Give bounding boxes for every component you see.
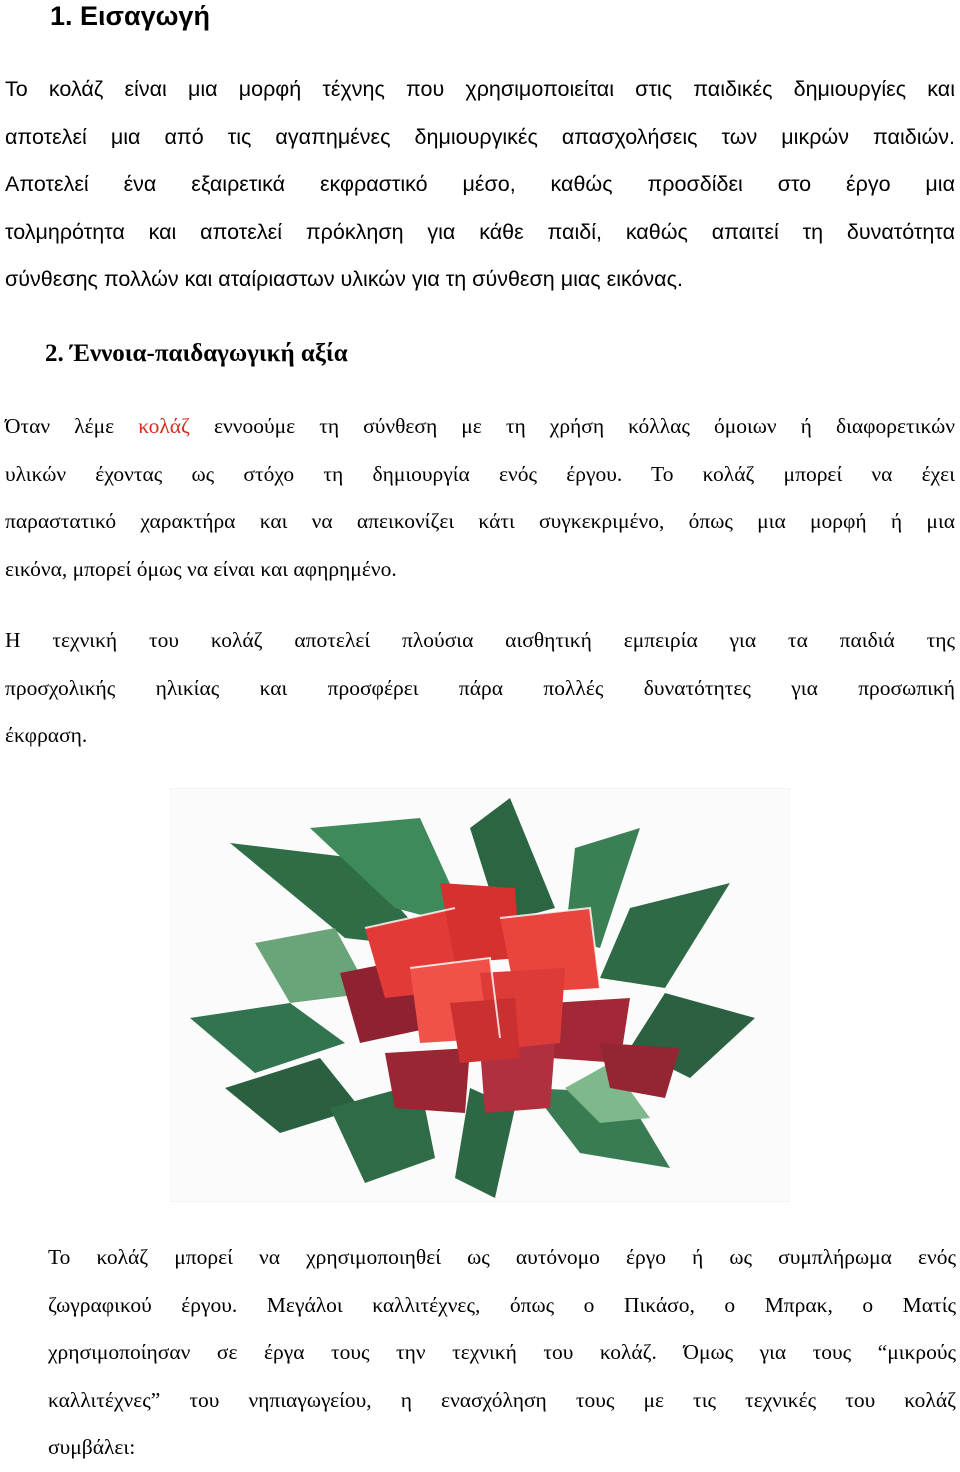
definition-line: παραστατικό χαρακτήρα και να απεικονίζει κάτι συγκεκριμένο, όπως μια μορφή ή μια (5, 509, 955, 533)
intro-line: Το κολάζ είναι μια μορφή τέχνης που χρησιμοποιείται στις παιδικές δημιουργίες και (5, 77, 955, 101)
technique-line: προσχολικής ηλικίας και προσφέρει πάρα πολλές δυνατότητες για προσωπική (5, 675, 955, 700)
petal-shape (385, 1048, 470, 1113)
closing-line: ζωγραφικού έργου. Μεγάλοι καλλιτέχνες, όπως ο Πικάσο, ο Μπρακ, ο Ματίς (48, 1292, 956, 1317)
closing-line: Το κολάζ μπορεί να χρησιμοποιηθεί ως αυτόνομο έργο ή ως συμπλήρωμα ενός (48, 1245, 956, 1269)
heading-concept: 2. Έννοια-παιδαγωγική αξία (45, 340, 348, 367)
definition-line (5, 403, 955, 451)
heading-introduction: 1. Εισαγωγή (50, 1, 210, 31)
collage-highlight: κολάζ (138, 414, 190, 438)
definition-line-start: Όταν λέμε (5, 414, 139, 438)
closing-paragraph (48, 1234, 956, 1472)
closing-line: συμβάλει: (48, 1435, 136, 1459)
petal-shape (450, 998, 520, 1063)
technique-line: έκφραση. (5, 723, 88, 747)
closing-line: χρησιμοποίησαν σε έργα τους την τεχνική του κολάζ. Όμως για τους “μικρούς (48, 1340, 956, 1364)
intro-line: αποτελεί μια από τις αγαπημένες δημιουργικές απασχολήσεις των μικρών παιδιών. (5, 124, 955, 149)
collage-flower-image (170, 788, 790, 1202)
closing-line: καλλιτέχνες” του νηπιαγωγείου, η ενασχόληση τους με τις τεχνικές του κολάζ (48, 1387, 956, 1412)
intro-line: τολμηρότητα και αποτελεί πρόκληση για κάθε παιδί, καθώς απαιτεί τη δυνατότητα (5, 219, 955, 244)
definition-paragraph (5, 403, 955, 593)
intro-paragraph (5, 66, 955, 304)
technique-paragraph (5, 617, 955, 760)
definition-line: εικόνα, μπορεί όμως να είναι και αφηρημένο. (5, 556, 397, 581)
definition-line-end: εννοούμε τη σύνθεση με τη χρήση κόλλας όμοιων ή διαφορετικών (189, 414, 955, 438)
intro-line: Αποτελεί ένα εξαιρετικά εκφραστικό μέσο, καθώς προσδίδει στο έργο μια (5, 172, 955, 196)
technique-line: Η τεχνική του κολάζ αποτελεί πλούσια αισθητική εμπειρία για τα παιδιά της (5, 628, 955, 652)
intro-line: σύνθεσης πολλών και αταίριαστων υλικών για τη σύνθεση μιας εικόνας. (5, 267, 683, 291)
definition-line: υλικών έχοντας ως στόχο τη δημιουργία ενός έργου. Το κολάζ μπορεί να έχει (5, 461, 955, 486)
